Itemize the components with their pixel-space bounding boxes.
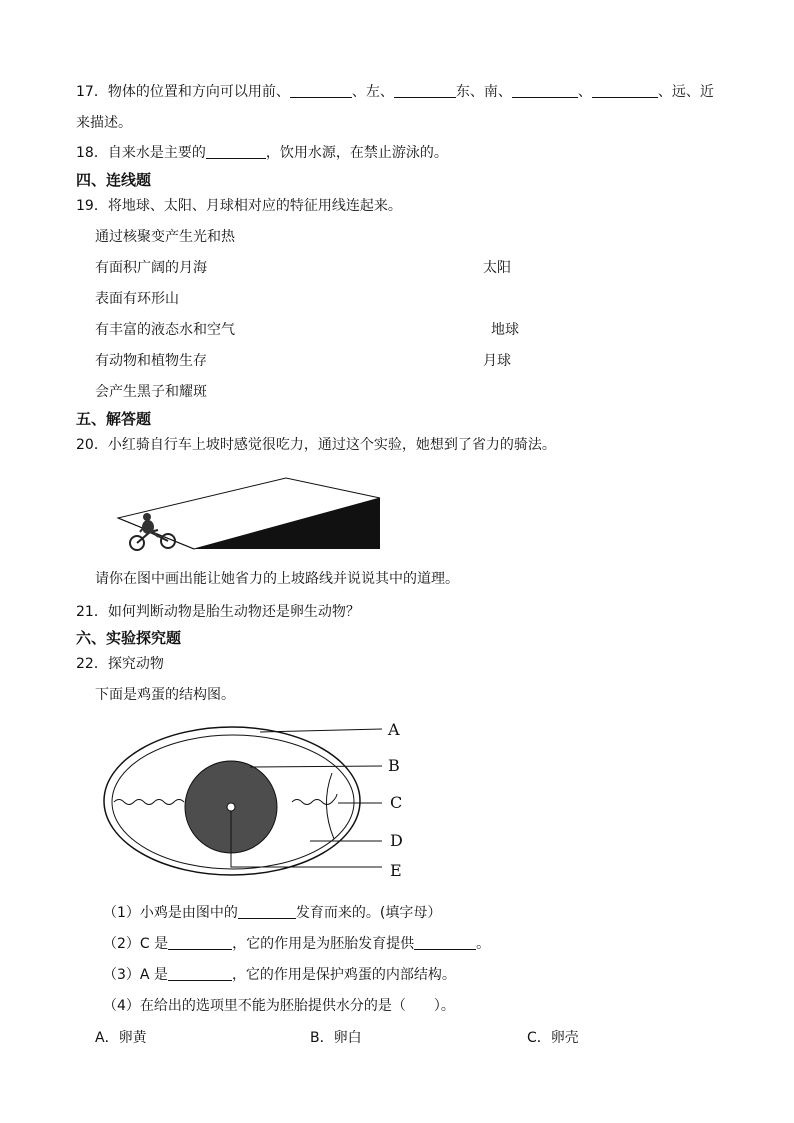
- q17-blank-2[interactable]: [394, 83, 456, 98]
- q18-line: [76, 143, 448, 163]
- q22-option-a[interactable]: A．卵黄: [95, 1030, 147, 1046]
- q22-option-c[interactable]: C．卵壳: [527, 1030, 579, 1046]
- germinal-disc: [227, 803, 235, 811]
- q22-part1-blank[interactable]: [238, 904, 296, 919]
- q21-stem: 21．如何判断动物是胎生动物还是卵生动物？: [76, 604, 360, 620]
- q19-left-item[interactable]: 通过核聚变产生光和热: [95, 229, 235, 245]
- q17-text-b: 、左、: [351, 84, 394, 100]
- label-b: B: [388, 756, 400, 775]
- q17-blank-1[interactable]: [290, 83, 352, 98]
- q19-left-item[interactable]: 有动物和植物生存: [95, 353, 207, 369]
- q22-part2-blank-1[interactable]: [168, 935, 232, 950]
- q20-task: 请你在图中画出能让她省力的上坡路线并说说其中的道理。: [95, 571, 459, 587]
- q22-stem: 22．探究动物: [76, 656, 164, 672]
- q17-text-e: 、远、近: [657, 84, 714, 100]
- q19-stem: 19．将地球、太阳、月球相对应的特征用线连起来。: [76, 198, 402, 214]
- section-5-heading: 五、解答题: [76, 410, 152, 428]
- q22-part1-b: 发育而来的。(填字母）: [295, 905, 442, 921]
- q22-part4: （4）在给出的选项里不能为胚胎提供水分的是（ ）。: [103, 998, 455, 1014]
- q17-text-c: 东、南、: [455, 84, 512, 100]
- label-d: D: [390, 831, 403, 850]
- q22-part2-b: ，它的作用是为胚胎发育提供: [232, 936, 415, 952]
- q22-part2-c: 。: [476, 936, 491, 952]
- q18-blank[interactable]: [206, 144, 266, 159]
- label-e: E: [390, 861, 402, 880]
- q19-left-item[interactable]: 会产生黑子和耀斑: [95, 384, 207, 400]
- q19-right-item-moon[interactable]: 月球: [483, 353, 511, 369]
- q22-part3-b: ，它的作用是保护鸡蛋的内部结构。: [231, 967, 456, 983]
- label-c: C: [390, 793, 403, 812]
- q19-left-item[interactable]: 表面有环形山: [95, 291, 179, 307]
- q17-text-a: 17．物体的位置和方向可以用前、: [76, 84, 290, 100]
- q20-stem: 20．小红骑自行车上坡时感觉很吃力，通过这个实验，她想到了省力的骑法。: [76, 437, 556, 453]
- q22-intro: 下面是鸡蛋的结构图。: [95, 687, 235, 703]
- q17-blank-3[interactable]: [512, 83, 578, 98]
- q19-left-item[interactable]: 有丰富的液态水和空气: [95, 322, 235, 338]
- q22-part1-a: （1）小鸡是由图中的: [103, 905, 238, 921]
- label-line-a: [260, 729, 382, 732]
- q17-line1: [76, 82, 714, 102]
- q22-part2-blank-2[interactable]: [414, 935, 476, 950]
- q22-part3-blank[interactable]: [168, 966, 232, 981]
- q22-part2: [103, 934, 490, 954]
- q17-text-d: 、: [577, 84, 592, 100]
- q22-part3-a: （3）A 是: [103, 967, 168, 983]
- section-4-heading: 四、连线题: [76, 171, 152, 189]
- q18-text-a: 18．自来水是主要的: [76, 145, 206, 161]
- q22-part2-a: （2）C 是: [103, 936, 169, 952]
- q19-right-item-earth[interactable]: 地球: [491, 322, 519, 338]
- q19-left-item[interactable]: 有面积广阔的月海: [95, 260, 207, 276]
- q17-line2: 来描述。: [76, 115, 132, 131]
- q22-option-b[interactable]: B．卵白: [310, 1030, 362, 1046]
- section-6-heading: 六、实验探究题: [76, 629, 182, 647]
- egg-structure-figure: [100, 715, 420, 885]
- q19-right-item-sun[interactable]: 太阳: [483, 260, 511, 276]
- q17-blank-4[interactable]: [592, 83, 658, 98]
- q22-part3: [103, 965, 456, 985]
- label-a: A: [388, 720, 400, 739]
- q22-part1: [103, 903, 441, 923]
- q18-text-b: ，饮用水源，在禁止游泳的。: [265, 145, 448, 161]
- slope-figure[interactable]: [110, 470, 390, 555]
